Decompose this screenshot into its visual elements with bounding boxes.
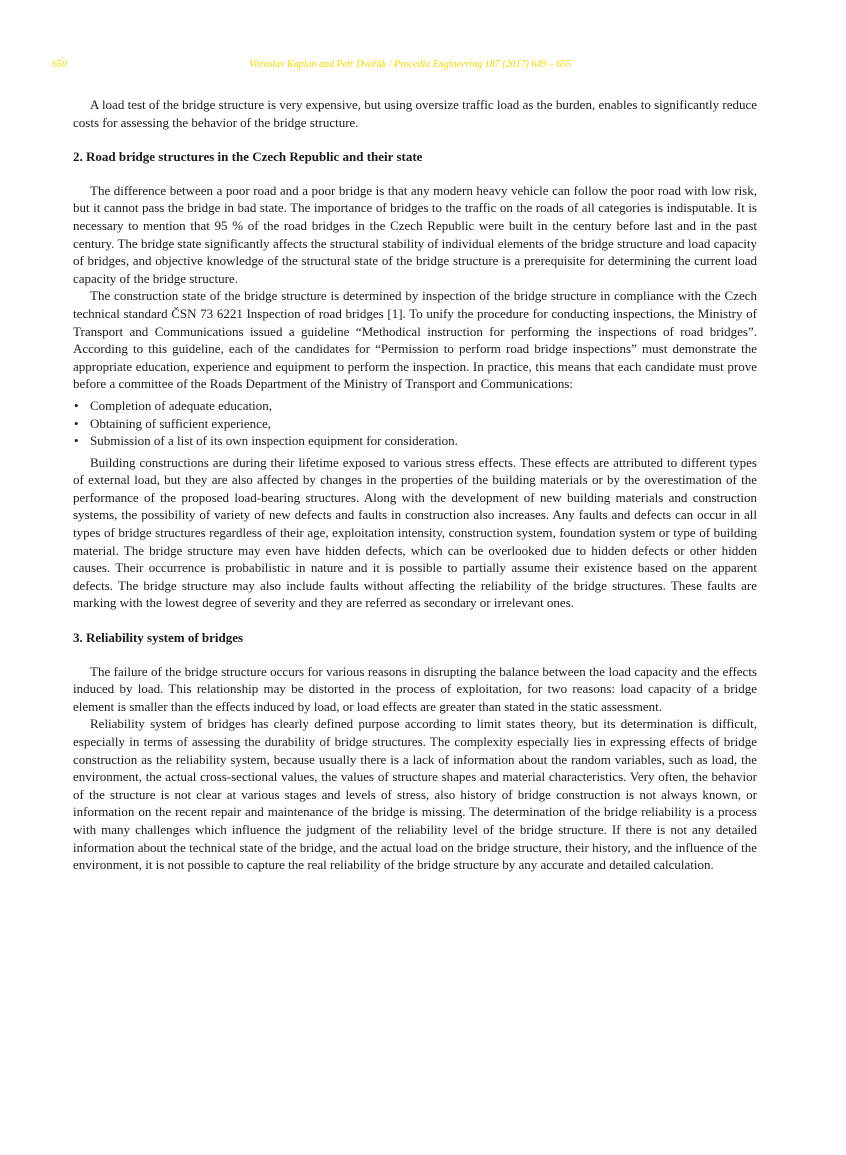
section-3-paragraph: Reliability system of bridges has clearly defined purpose according to limit states theory, but its determination is difficult, especially in terms of assessing the durability of bridge structures. The complexity especially lies in expressing effects of bridge construction as the reliability system, because usually there is a lack of information about the random variables, such as load, the environment, the actual cross-sectional values, the values of structure shapes and material characteristics. Very often, the behavior of the structure is not clear at various stages and levels of stress, also history of bridge construction is not always known, or information on the recent repair and maintenance of the bridge is missing. The determination of the bridge reliability is a process with many challenges which influence the judgment of the reliability level of the bridge structure. If there is not any detailed information about the technical state of the bridge, and the actual load on the bridge structure, their history, and the influence of the environment, it is not possible to capture the real reliability of the bridge structure by any accurate and detailed calculation. [73, 716, 757, 873]
spacer [73, 612, 757, 629]
list-item-text: Submission of a list of its own inspection equipment for consideration. [90, 433, 458, 449]
spacer [73, 131, 757, 148]
bullet-icon: • [74, 415, 79, 431]
section-3-paragraph: The failure of the bridge structure occurs for various reasons in disrupting the balance between the load capacity and the effects induced by load. This relationship may be distorted in the process of exploitation, for two reasons: load capacity of a bridge element is smaller than the effects induced by load, or load effects are greater than stated in the static assessment. [73, 663, 757, 714]
spacer [73, 166, 757, 182]
intro-paragraph: A load test of the bridge structure is very expensive, but using oversize traffic load as the burden, enables to significantly reduce costs for assessing the behavior of the bridge structure. [73, 97, 757, 130]
requirements-list [73, 397, 757, 450]
page-number: 650 [52, 59, 67, 70]
running-head [52, 59, 702, 73]
section-2-paragraph: The construction state of the bridge structure is determined by inspection of the bridge structure in compliance with the Czech technical standard ČSN 73 6221 Inspection of road bridges [1]. To unify the procedure for conducting inspections, the Ministry of Transport and Communications issued a guideline “Methodical instruction for performing the inspections of road bridges”. According to this guideline, each of the candidates for “Permission to perform road bridge inspections” must demonstrate the appropriate education, experience and equipment to perform the inspection. In practice, this means that each candidate must prove before a committee of the Roads Department of the Ministry of Transport and Communications: [73, 288, 757, 392]
list-item [73, 397, 757, 415]
list-item [73, 432, 757, 450]
journal-citation: Vitroslav Kaplan and Petr Dvořák / Procedia Engineering 187 (2017) 649 – 655 [249, 59, 572, 70]
section-2-heading: 2. Road bridge structures in the Czech Republic and their state [73, 149, 423, 165]
bullet-icon: • [74, 397, 79, 413]
body-content [73, 96, 757, 874]
bullet-icon: • [74, 433, 79, 449]
list-item [73, 415, 757, 433]
spacer [73, 647, 757, 663]
list-item-text: Completion of adequate education, [90, 397, 272, 413]
section-3-heading: 3. Reliability system of bridges [73, 630, 244, 646]
section-2-paragraph: Building constructions are during their lifetime exposed to various stress effects. These effects are attributed to different types of external load, but they are also affected by changes in the properties of the building materials or by the overestimation of the performance of the proposed load-bearing structures. Along with the development of new building materials and construction systems, the possibility of variety of new defects and faults in construction also increases. Any faults and defects can occur in all types of bridge structures regardless of their age, exploitation intensity, construction system, foundation system or type of building material. The bridge structure may even have hidden defects, which can be overlooked due to hidden defects or other hidden causes. Their occurrence is probabilistic in nature and it is possible to partially assume their existence based on the apparent defects. The bridge structure may also include faults without affecting the reliability of the bridge structures. These faults are marking with the lowest degree of severity and they are referred as secondary or irrelevant ones. [73, 454, 757, 611]
list-item-text: Obtaining of sufficient experience, [90, 415, 271, 431]
section-2-paragraph: The difference between a poor road and a poor bridge is that any modern heavy vehicle can follow the poor road with low risk, but it cannot pass the bridge in bad state. The importance of bridges to the traffic on the roads of all categories is indisputable. It is necessary to mention that 95 % of the road bridges in the Czech Republic were built in the century before last and in the past century. The bridge state significantly affects the structural stability of individual elements of the bridge structure and load capacity of bridges, and objective knowledge of the structural state of the bridge structure is a prerequisite for determining the current load capacity of the bridge structure. [73, 182, 757, 286]
